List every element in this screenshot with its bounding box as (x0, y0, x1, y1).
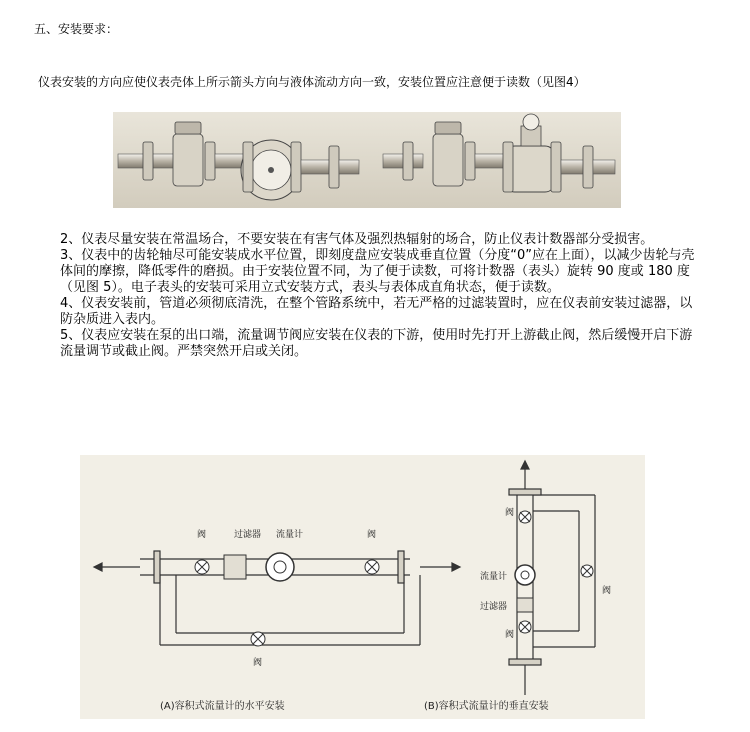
intro-paragraph: 仪表安装的方向应使仪表壳体上所示箭头方向与液体流动方向一致，安装位置应注意便于读数（见图4） (38, 75, 586, 89)
meter-label-b: 流量计 (480, 572, 508, 582)
item-5: 5、仪表应安装在泵的出口端，流量调节阀应安装在仪表的下游，使用时先打开上游截止阀，然后缓慢开启下游流量调节或截止阀。严禁突然开启或关闭。 (60, 328, 693, 359)
valve-label-b1: 阀 (505, 508, 515, 518)
caption-b: (B)容积式流量计的垂直安装 (424, 701, 549, 712)
valve-label-b3: 阀 (602, 586, 612, 596)
section-heading: 五、安装要求： (34, 22, 119, 36)
caption-a: (A)容积式流量计的水平安装 (160, 701, 285, 712)
item-2: 2、仪表尽量安装在常温场合，不要安装在有害气体及强烈热辐射的场合，防止仪表计数器部分受损害。 (60, 232, 654, 247)
valve-label-a2: 阀 (367, 530, 377, 540)
figure-5-installation-diagrams (80, 455, 645, 719)
meter-label-a: 流量计 (276, 530, 304, 540)
item-3: 3、仪表中的齿轮轴尽可能安装成水平位置，即刻度盘应安装成垂直位置（分度“0”应在上面），以减少齿轮与壳体间的摩擦，降低零件的磨损。由于安装位置不同，为了便于读数，可将计数器（表头）旋转 90 度或 180 度（见图 5）。电子表头的安装可采用立式安装方式，表头与表体成直角状态，便于读数。 (60, 248, 695, 295)
numbered-requirements (60, 232, 700, 360)
valve-label-a3: 阀 (253, 658, 263, 668)
valve-label-b2: 阀 (505, 630, 515, 640)
item-4: 4、仪表安装前，管道必须彻底清洗，在整个管路系统中，若无严格的过滤装置时，应在仪表前安装过滤器，以防杂质进入表内。 (60, 296, 693, 327)
filter-label-a: 过滤器 (234, 530, 262, 540)
figure-4-meter-installation-photo (113, 112, 621, 208)
valve-label-a1: 阀 (197, 530, 207, 540)
filter-label-b: 过滤器 (480, 602, 508, 612)
